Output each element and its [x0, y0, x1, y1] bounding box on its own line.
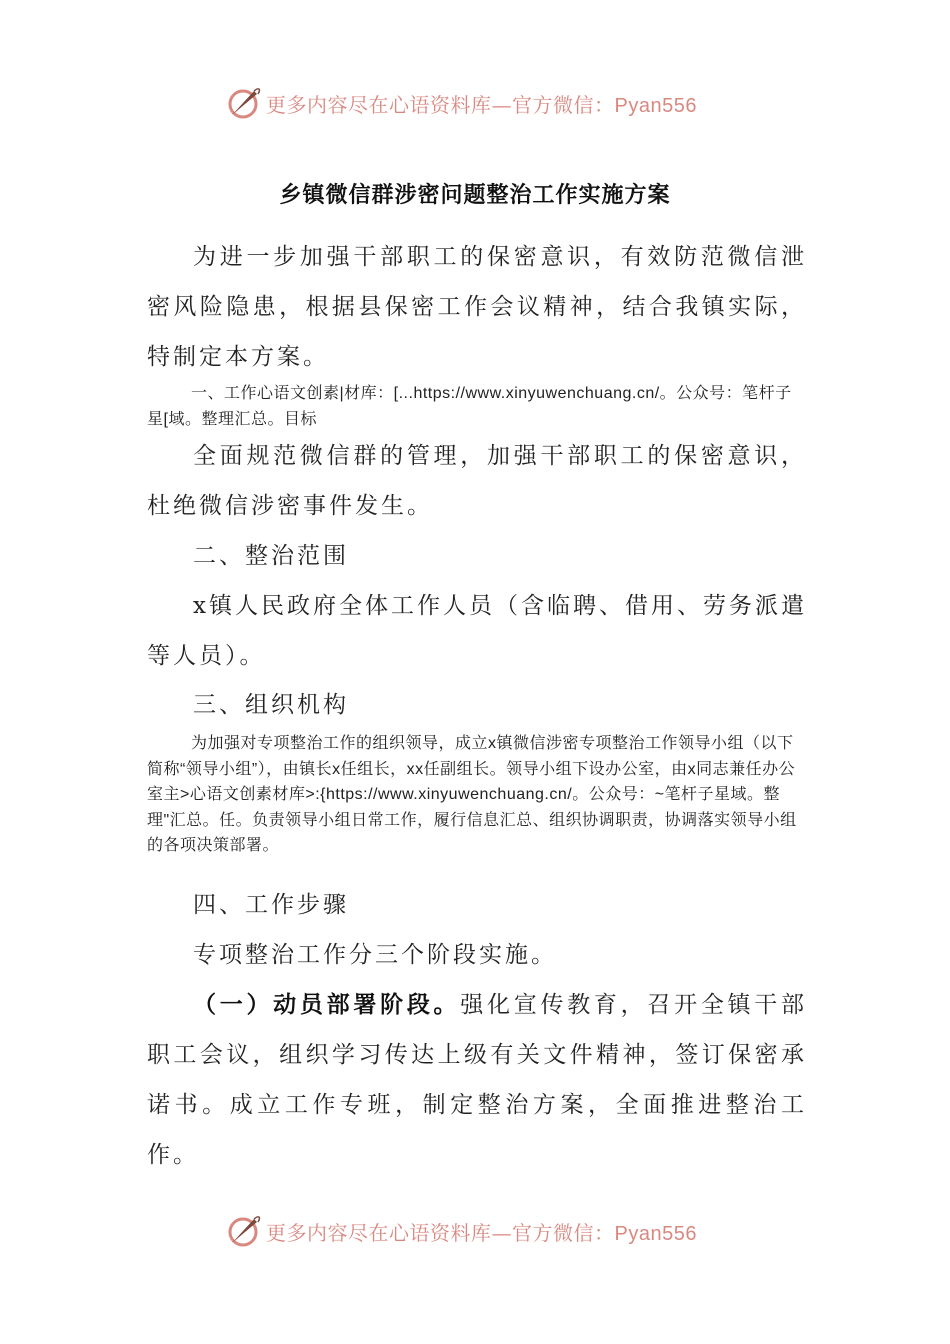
header-banner: [226, 83, 726, 123]
banner-text: 更多内容尽在心语资料库—官方微信：Pyan556: [266, 92, 697, 117]
phase1-body: 强化宣传教育，召开全镇干部职工会议，组织学习传达上级有关文件精神，签订保密承诺书。成立工作专班，制定整治方案，全面推进整治工作。: [147, 992, 808, 1168]
section4-heading: 四、工作步骤: [193, 892, 349, 918]
phase1-label: （一）动员部署阶段。: [193, 991, 461, 1018]
footer-banner: [226, 1211, 726, 1251]
section1-heading: 一、工作心语文创素|材库：[...https://www.xinyuwenchuang.cn/。公众号：笔杆子星[域。整理汇总。目标: [147, 385, 792, 428]
quill-logo-icon: [226, 85, 262, 121]
banner-text: 更多内容尽在心语资料库—官方微信：Pyan556: [266, 1220, 697, 1245]
intro-paragraph: 为进一步加强干部职工的保密意识，有效防范微信泄密风险隐患，根据县保密工作会议精神，结合我镇实际，特制定本方案。: [147, 244, 807, 370]
section4-intro: 专项整治工作分三个阶段实施。: [193, 942, 557, 968]
section2-body: x镇人民政府全体工作人员（含临聘、借用、劳务派遣等人员）。: [147, 593, 807, 669]
phase1-paragraph: [147, 980, 807, 1180]
section3-body: 为加强对专项整治工作的组织领导，成立x镇微信涉密专项整治工作领导小组（以下简称“领导小组”），由镇长x任组长，xx任副组长。领导小组下设办公室，由x同志兼任办公室主>心语文创素材库>:{https://www.xinyuwenchuang.cn/。公众号：~笔杆子星域。整理"汇总。任。负责领导小组日常工作，履行信息汇总、组织协调职责，协调落实领导小组的各项决策部署。: [147, 735, 797, 854]
quill-logo-icon: [226, 1213, 262, 1249]
section3-heading: 三、组织机构: [193, 692, 349, 718]
section2-heading: 二、整治范围: [193, 543, 349, 569]
document-title: 乡镇微信群涉密问题整治工作实施方案: [279, 182, 671, 208]
section1-body: 全面规范微信群的管理，加强干部职工的保密意识，杜绝微信涉密事件发生。: [147, 443, 807, 519]
